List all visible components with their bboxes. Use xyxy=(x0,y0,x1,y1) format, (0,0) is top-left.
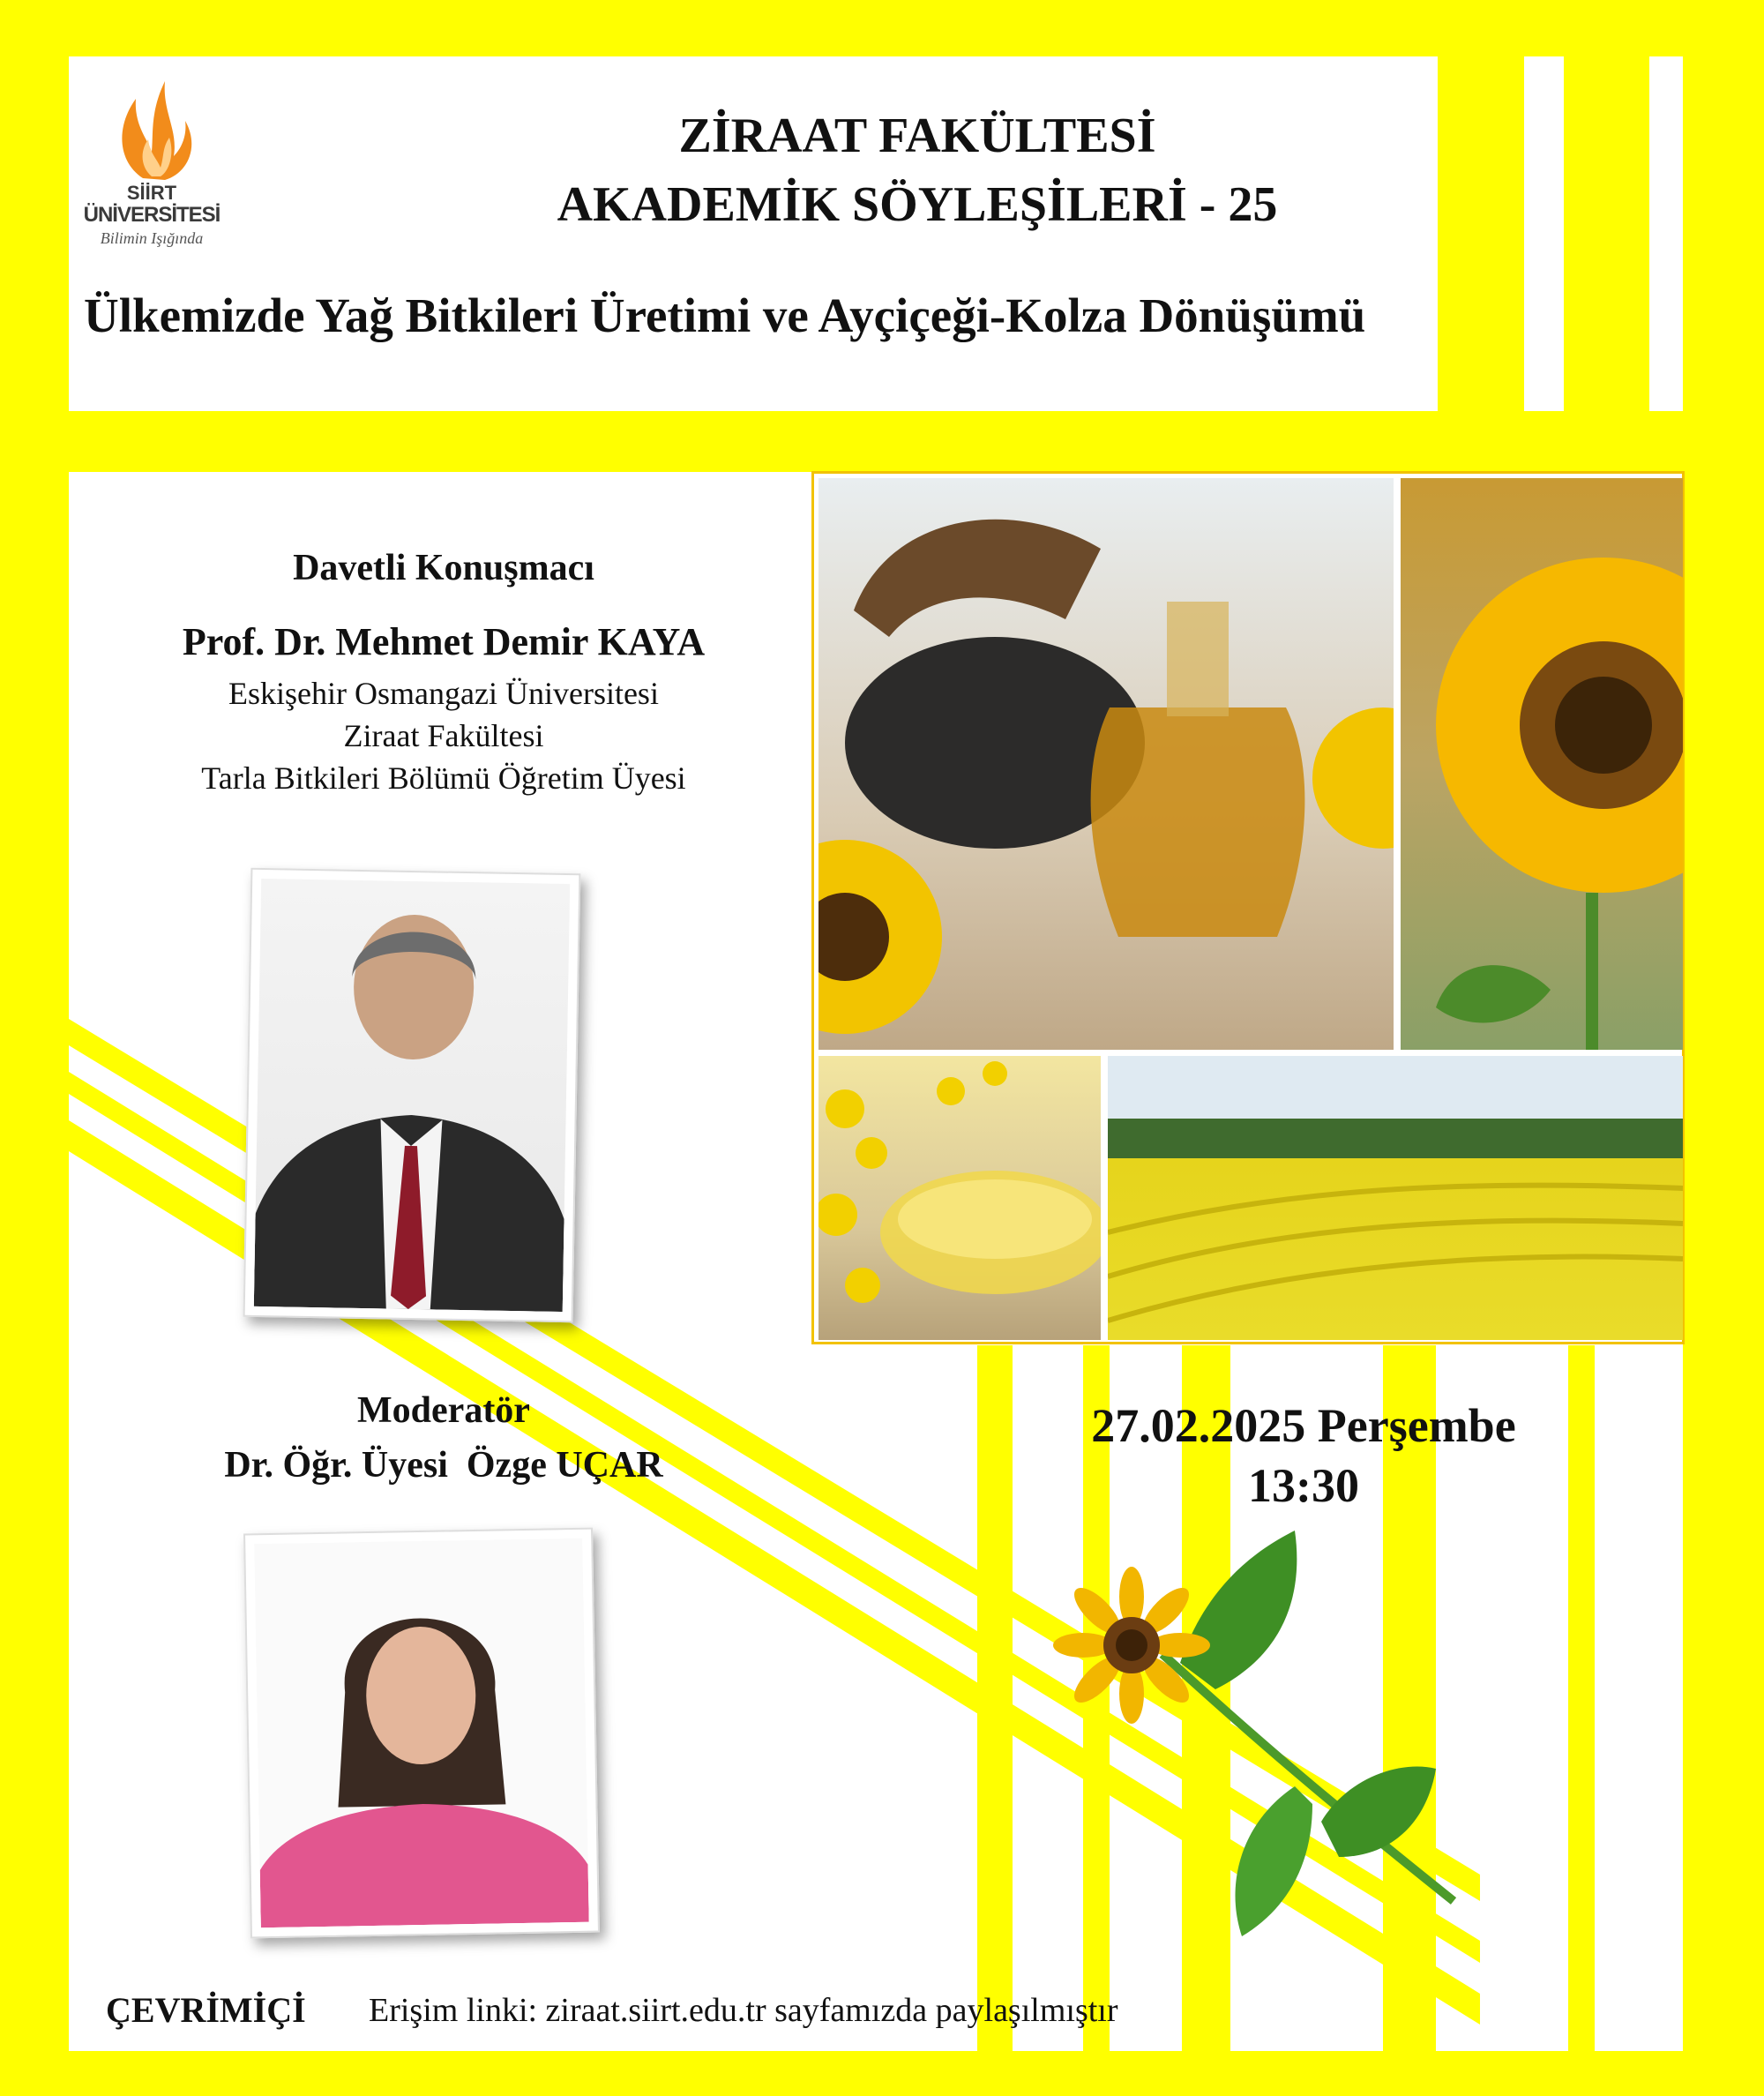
moderator-heading: Moderatör xyxy=(357,1390,530,1431)
speaker-photo xyxy=(243,868,581,1322)
oil-bowl-icon xyxy=(818,1056,1101,1340)
event-title: Ülkemizde Yağ Bitkileri Üretimi ve Ayçiçeği-Kolza Dönüşümü xyxy=(84,288,1366,342)
access-link-text[interactable]: Erişim linki: ziraat.siirt.edu.tr sayfamızda paylaşılmıştır xyxy=(369,1992,1118,2029)
collage-sunflower xyxy=(1401,478,1683,1050)
logo-text-siirt: SİİRT xyxy=(126,182,177,204)
logo-text-universitesi: ÜNİVERSİTESİ xyxy=(83,203,220,227)
decor-stripe xyxy=(1524,56,1564,411)
collage-sunflower-oil xyxy=(818,478,1394,1050)
online-label: ÇEVRİMİÇİ xyxy=(106,1990,306,2030)
speaker-portrait-icon xyxy=(254,879,570,1312)
speaker-heading: Davetli Konuşmacı xyxy=(293,548,594,588)
event-date: 27.02.2025 Perşembe xyxy=(1091,1399,1516,1452)
speaker-affiliation-1: Eskişehir Osmangazi Üniversitesi xyxy=(228,676,659,711)
series-title: AKADEMİK SÖYLEŞİLERİ - 25 xyxy=(557,177,1278,232)
collage-rapeseed-field xyxy=(1108,1056,1683,1340)
logo-tagline: Bilimin Işığında xyxy=(100,229,204,247)
oil-jar-icon xyxy=(818,478,1394,1050)
speaker-affiliation-2: Ziraat Fakültesi xyxy=(343,718,544,753)
speaker-name: Prof. Dr. Mehmet Demir KAYA xyxy=(182,620,706,663)
collage-rapeseed-oil xyxy=(818,1056,1101,1340)
moderator-photo xyxy=(243,1528,600,1939)
flame-logo-icon xyxy=(81,64,231,187)
event-time: 13:30 xyxy=(1248,1459,1359,1512)
moderator-name: Dr. Öğr. Üyesi Özge UÇAR xyxy=(224,1445,663,1486)
faculty-title: ZİRAAT FAKÜLTESİ xyxy=(678,109,1156,163)
photo-collage xyxy=(811,471,1685,1344)
speaker-affiliation-3: Tarla Bitkileri Bölümü Öğretim Üyesi xyxy=(201,760,686,796)
sunflower-icon xyxy=(1401,478,1683,1050)
decor-stripe xyxy=(1649,56,1683,411)
moderator-portrait-icon xyxy=(254,1538,589,1928)
sunflower-decoration xyxy=(1030,1531,1489,2025)
university-logo xyxy=(81,64,231,258)
field-icon xyxy=(1108,1056,1683,1340)
